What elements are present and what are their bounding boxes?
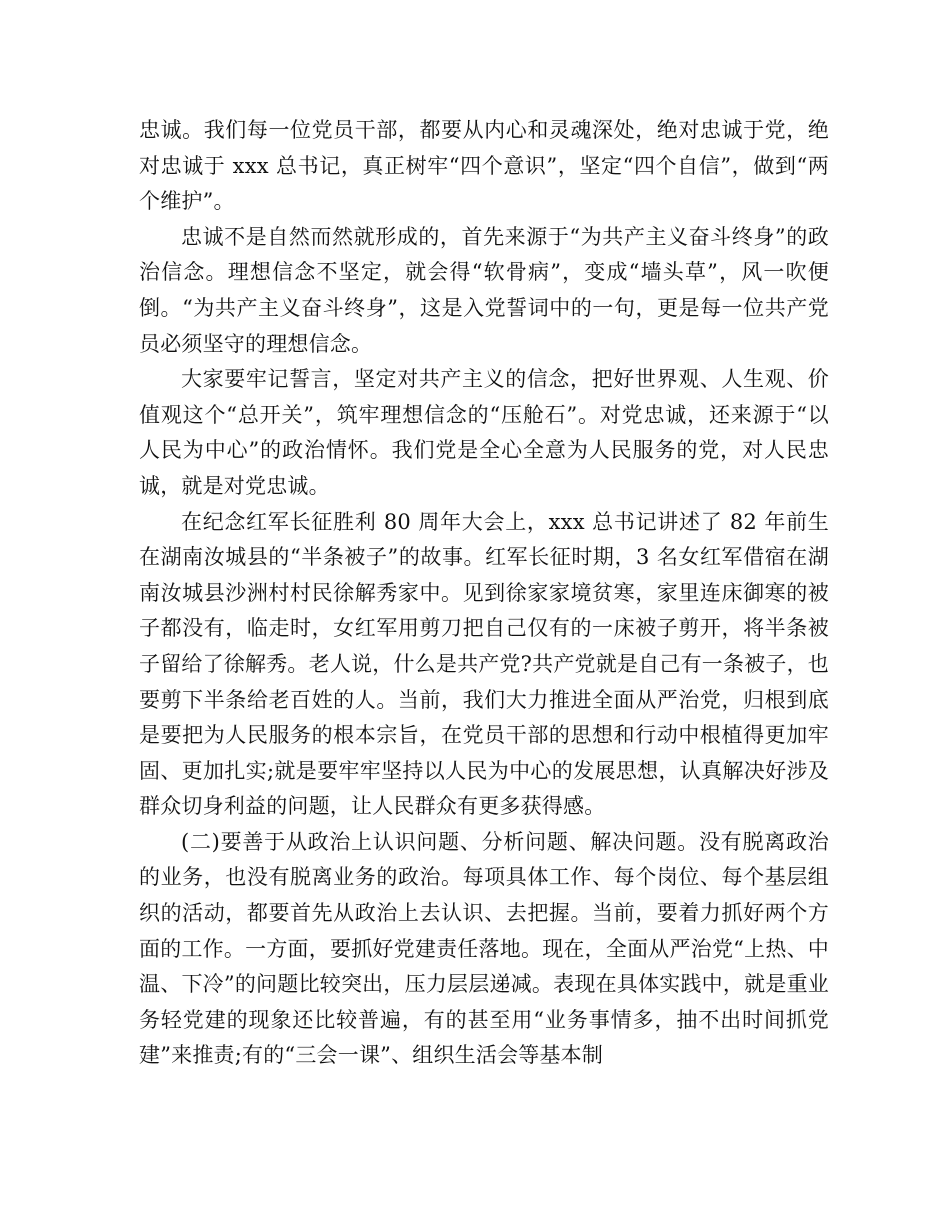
paragraph-half-quilt-story: 在纪念红军长征胜利 80 周年大会上，xxx 总书记讲述了 82 年前生在湖南汝城县的“半条被子”的故事。红军长征时期，3 名女红军借宿在湖南汝城县沙洲村村民徐解秀家中。见到徐家家境贫寒，家里连床御寒的被子都没有，临走时，女红军用剪刀把自己仅有的一床被子剪开，将半条被子留给了徐解秀。老人说，什么是共产党?共产党就是自己有一条被子，也要剪下半条给老百姓的人。当前，我们大力推进全面从严治党，归根到底是要把为人民服务的根本宗旨，在党员干部的思想和行动中根植得更加牢固、更加扎实;就是要牢牢坚持以人民为中心的发展思想，认真解决好涉及群众切身利益的问题，让人民群众有更多获得感。 [139, 509, 829, 819]
paragraph-political-belief: 忠诚不是自然而然就形成的，首先来源于“为共产主义奋斗终身”的政治信念。理想信念不坚定，就会得“软骨病”，变成“墙头草”，风一吹便倒。“为共产主义奋斗终身”，这是入党誓词中的一句，更是每一位共产党员必须坚守的理想信念。 [139, 224, 829, 356]
paragraph-oath: 大家要牢记誓言，坚定对共产主义的信念，把好世界观、人生观、价值观这个“总开关”，筑牢理想信念的“压舱石”。对党忠诚，还来源于“以人民为中心”的政治情怀。我们党是全心全意为人民服务的党，对人民忠诚，就是对党忠诚。 [139, 367, 829, 498]
paragraph-loyalty-intro: 忠诚。我们每一位党员干部，都要从内心和灵魂深处，绝对忠诚于党，绝对忠诚于 xxx 总书记，真正树牢“四个意识”，坚定“四个自信”，做到“两个维护”。 [139, 118, 829, 214]
document-page [139, 113, 829, 1074]
paragraph-section-two: (二)要善于从政治上认识问题、分析问题、解决问题。没有脱离政治的业务，也没有脱离业务的政治。每项具体工作、每个岗位、每个基层组织的活动，都要首先从政治上去认识、去把握。当前，要着力抓好两个方面的工作。一方面，要抓好党建责任落地。现在，全面从严治党“上热、中温、下冷”的问题比较突出，压力层层递减。表现在具体实践中，就是重业务轻党建的现象还比较普遍，有的甚至用“业务事情多，抽不出时间抓党建”来推责;有的“三会一课”、组织生活会等基本制 [139, 829, 829, 1068]
